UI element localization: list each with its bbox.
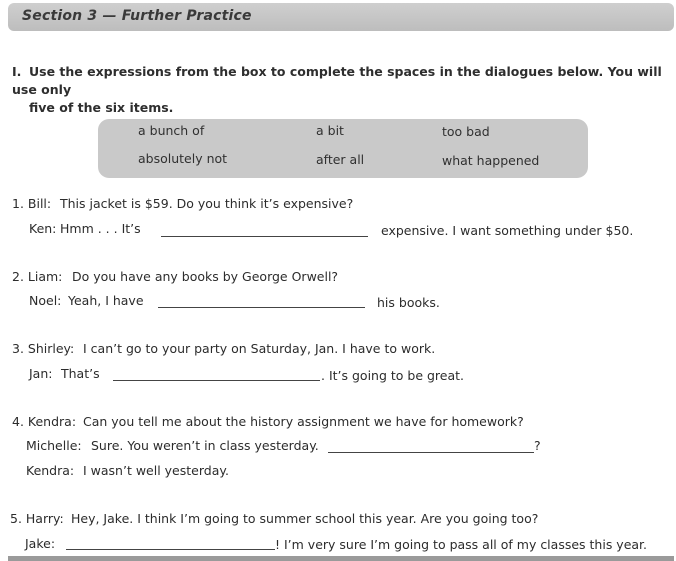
dialogue-2-speaker-2: Noel: — [29, 293, 62, 308]
dialogue-2-line-1: Do you have any books by George Orwell? — [72, 269, 339, 284]
instructions-number: I. — [12, 64, 22, 79]
dialogue-1-speaker-1: 1. Bill: — [12, 196, 52, 211]
dialogue-5-speaker-2: Jake: — [25, 536, 56, 551]
dialogue-2-line-2-after: his books. — [377, 295, 440, 310]
dialogue-1-line-2-after: expensive. I want something under $50. — [381, 223, 634, 238]
dialogue-5-line-2-after: ! I’m very sure I’m going to pass all of my classes this year. — [275, 537, 648, 552]
expression-item: too bad — [442, 124, 490, 139]
answer-blank-1[interactable] — [161, 236, 368, 237]
dialogue-2-speaker-1: 2. Liam: — [12, 269, 63, 284]
expression-item: what happened — [442, 153, 540, 168]
dialogue-3-line-2-after: . It’s going to be great. — [321, 368, 465, 383]
expression-item: after all — [316, 152, 365, 167]
expression-item: a bit — [316, 123, 344, 138]
dialogue-4-line-3: I wasn’t well yesterday. — [83, 463, 229, 478]
dialogue-4-speaker-1: 4. Kendra: — [12, 414, 77, 429]
instructions-line-2: five of the six items. — [29, 100, 174, 115]
dialogue-2-line-2-before: Yeah, I have — [68, 293, 144, 308]
dialogue-1-line-1: This jacket is $59. Do you think it’s expensive? — [60, 196, 354, 211]
dialogue-1-line-2-before: Hmm . . . It’s — [60, 221, 141, 236]
instructions-line-1: Use the expressions from the box to complete the spaces in the dialogues below. You will use only — [12, 64, 662, 97]
dialogue-5-line-1: Hey, Jake. I think I’m going to summer school this year. Are you going too? — [71, 511, 539, 526]
dialogue-3-speaker-2: Jan: — [29, 366, 53, 381]
expression-item: absolutely not — [138, 151, 228, 166]
dialogue-4-speaker-2: Michelle: — [26, 438, 82, 453]
answer-blank-4[interactable] — [328, 452, 534, 453]
instructions — [12, 63, 674, 117]
dialogue-5-speaker-1: 5. Harry: — [10, 511, 64, 526]
expression-box — [98, 119, 588, 178]
section-header — [8, 3, 674, 31]
section-title: Section 3 — Further Practice — [22, 8, 252, 24]
dialogue-4-line-2-before: Sure. You weren’t in class yesterday. — [91, 438, 319, 453]
dialogue-3-line-2-before: That’s — [61, 366, 100, 381]
dialogue-4-line-1: Can you tell me about the history assignment we have for homework? — [83, 414, 524, 429]
answer-blank-5[interactable] — [66, 549, 275, 550]
dialogue-4-speaker-3: Kendra: — [26, 463, 75, 478]
expression-item: a bunch of — [138, 123, 205, 138]
dialogue-4-line-2-after: ? — [534, 438, 541, 453]
dialogue-1-speaker-2: Ken: — [29, 221, 57, 236]
dialogue-3-speaker-1: 3. Shirley: — [12, 341, 75, 356]
bottom-divider — [8, 556, 674, 561]
dialogue-3-line-1: I can’t go to your party on Saturday, Jan. I have to work. — [83, 341, 436, 356]
answer-blank-2[interactable] — [158, 307, 365, 308]
answer-blank-3[interactable] — [113, 380, 320, 381]
